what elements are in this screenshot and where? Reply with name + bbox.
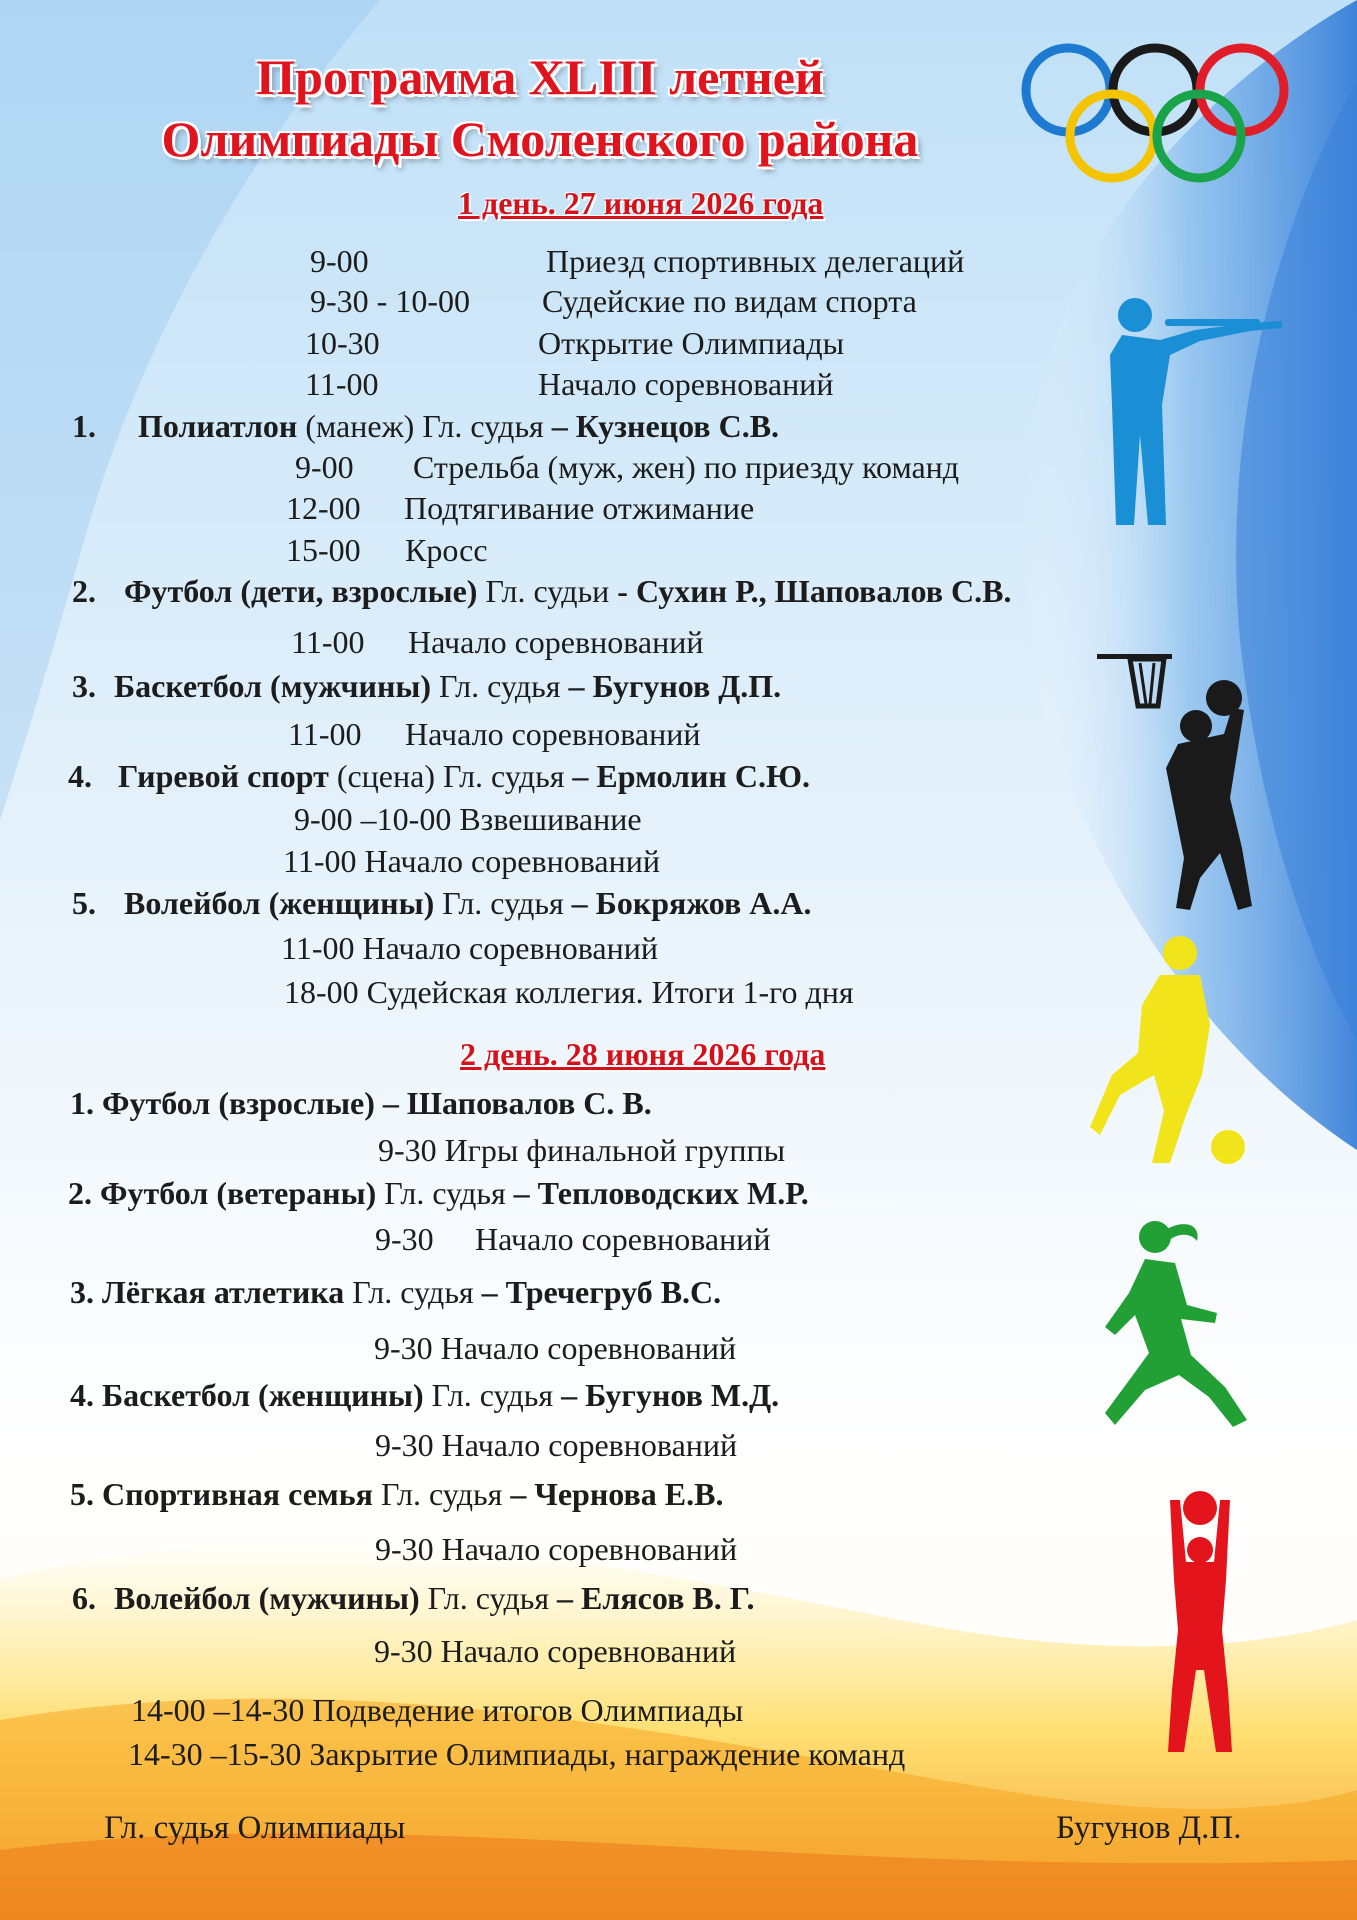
event-item-time: 9-30 [375,1427,434,1463]
event-number: 5. [70,1476,94,1512]
event-number: 2. [72,573,96,609]
event-sport: Футбол (взрослые) [102,1085,375,1121]
event-item [374,1330,736,1367]
event-judge: Бокряжов А.А. [595,885,812,921]
event-item-text: Начало соревнований [405,716,701,752]
event-number: 3. [72,668,96,704]
event-judge: Шаповалов С. В. [406,1085,652,1121]
closing-time: 14-00 –14-30 [131,1692,305,1728]
event-item-text: Начало соревнований [475,1221,771,1257]
page-title-line2: Олимпиады Смоленского района [161,111,919,167]
closing-time: 14-30 –15-30 [128,1736,302,1772]
event-item-time: 11-00 [291,624,365,660]
runner-icon [1105,1215,1265,1440]
event-line [68,758,810,795]
event-dash: – [568,668,593,704]
event-line [72,1580,754,1617]
event-sport: Баскетбол (мужчины) [114,668,432,704]
event-sport: Баскетбол (женщины) [102,1377,424,1413]
event-dash: - [617,573,636,609]
event-dash: – [557,1580,582,1616]
event-note: Гл. судья [431,668,569,704]
event-judge: Тречегруб В.С. [505,1274,722,1310]
event-item [378,1132,785,1169]
event-sport: Волейбол (женщины) [124,885,435,921]
event-item-text: Начало соревнований [364,843,660,879]
event-note: Гл. судья [423,1377,562,1413]
event-line [70,1274,721,1311]
event-dash: – [481,1274,506,1310]
day1-schedule-text: Начало соревнований [538,366,834,402]
event-note [375,1085,383,1121]
event-item-time: 9-30 [378,1132,437,1168]
day1-schedule-text: Приезд спортивных делегаций [546,243,965,279]
event-judge: Ермолин С.Ю. [596,758,810,794]
event-item [294,801,642,838]
day1-schedule-time: 11-00 [305,366,379,402]
event-item [374,1633,736,1670]
event-sport: Полиатлон [138,408,298,444]
event-item-time: 18-00 [284,974,359,1010]
day1-schedule-time: 9-00 [310,243,369,279]
event-judge: Тепловодских М.Р. [537,1175,809,1211]
day1-schedule-text: Судейские по видам спорта [542,283,917,319]
event-number: 4. [68,758,92,794]
event-judge: Бугунов М.Д. [585,1377,780,1413]
event-dash: – [571,885,596,921]
event-item-time: 11-00 [283,843,357,879]
event-item-text: Стрельба (муж, жен) по приезду команд [413,449,960,485]
event-sport: Гиревой спорт [118,758,329,794]
event-sport: Спортивная семья [102,1476,373,1512]
event-dash: – [572,758,597,794]
event-item-time: 9-30 [375,1531,434,1567]
page-title-line1: Программа XLIII летней [256,49,824,105]
football-player-icon [1090,935,1250,1170]
basketball-player-icon [1092,648,1277,923]
day1-schedule-text: Открытие Олимпиады [538,325,845,361]
event-number: 6. [72,1580,96,1616]
event-item-time: 11-00 [288,716,362,752]
day1-schedule-time: 10-30 [305,325,380,361]
event-item-time: 9-30 [374,1633,433,1669]
event-note: Гл. судья [376,1175,514,1211]
event-sport: Футбол (ветераны) [100,1175,377,1211]
day1-schedule-time: 9-30 - 10-00 [310,283,470,319]
event-number: 2. [68,1175,92,1211]
event-note: (манеж) Гл. судья [297,408,552,444]
event-note: Гл. судьи [477,573,618,609]
event-note: (сцена) Гл. судья [328,758,573,794]
event-item-text: Начало соревнований [441,1427,738,1463]
event-line [72,885,811,922]
event-item-text: Судейская коллегия. Итоги 1-го дня [366,974,854,1010]
event-number: 1. [72,408,96,444]
event-note: Гл. судья [344,1274,482,1310]
day2-heading: 2 день. 28 июня 2026 года [460,1036,826,1072]
closing-text: Закрытие Олимпиады, награждение команд [309,1736,906,1772]
event-number: 3. [70,1274,94,1310]
event-line [70,1476,723,1513]
event-item-text: Начало соревнований [441,1531,738,1567]
event-dash: – [513,1175,538,1211]
event-line [70,1085,652,1122]
event-number: 4. [70,1377,94,1413]
event-judge: Кузнецов С.В. [575,408,780,444]
event-note: Гл. судья [434,885,572,921]
event-item-text: Игры финальной группы [444,1132,786,1168]
event-item [284,974,854,1011]
event-item [375,1427,737,1464]
event-sport: Футбол (дети, взрослые) [124,573,478,609]
event-item-time: 9-00 –10-00 [294,801,452,837]
closing-text: Подведение итогов Олимпиады [312,1692,744,1728]
event-item-text: Подтягивание отжимание [404,490,755,526]
event-item-text: Начало соревнований [362,930,658,966]
event-item-text: Начало соревнований [408,624,704,660]
event-dash: – [382,1085,407,1121]
day1-heading: 1 день. 27 июня 2026 года [458,185,824,221]
event-item-time: 12-00 [286,490,361,526]
event-line [72,573,1011,610]
event-item-time: 11-00 [281,930,355,966]
event-judge: Сухин Р., Шаповалов С.В. [635,573,1012,609]
event-line [72,668,781,705]
event-item-time: 15-00 [286,532,361,568]
footer-chief-judge-name: Бугунов Д.П. [1056,1810,1242,1846]
event-item-time: 9-00 [295,449,354,485]
event-item [375,1531,737,1568]
event-sport: Лёгкая атлетика [102,1274,345,1310]
event-dash: – [561,1377,586,1413]
event-judge: Чернова Е.В. [534,1476,724,1512]
event-line [72,408,779,445]
event-item [281,930,658,967]
closing-item [128,1736,905,1773]
event-judge: Елясов В. Г. [581,1580,755,1616]
event-item-text: Взвешивание [459,801,642,837]
event-item-text: Начало соревнований [440,1633,737,1669]
event-item-text: Кросс [405,532,488,568]
volleyball-player-icon [1140,1490,1260,1755]
event-item [283,843,660,880]
event-item-text: Начало соревнований [440,1330,737,1366]
event-sport: Волейбол (мужчины) [114,1580,420,1616]
shooter-icon [1100,295,1285,530]
event-note: Гл. судья [419,1580,558,1616]
event-note: Гл. судья [372,1476,511,1512]
event-dash: – [510,1476,535,1512]
event-number: 5. [72,885,96,921]
event-item-time: 9-30 [374,1330,433,1366]
event-item-time: 9-30 [375,1221,434,1257]
event-line [70,1377,779,1414]
footer-chief-judge-label: Гл. судья Олимпиады [104,1810,406,1846]
event-line [68,1175,809,1212]
event-judge: Бугунов Д.П. [592,668,782,704]
closing-item [131,1692,743,1729]
event-number: 1. [70,1085,94,1121]
event-dash: – [551,408,576,444]
